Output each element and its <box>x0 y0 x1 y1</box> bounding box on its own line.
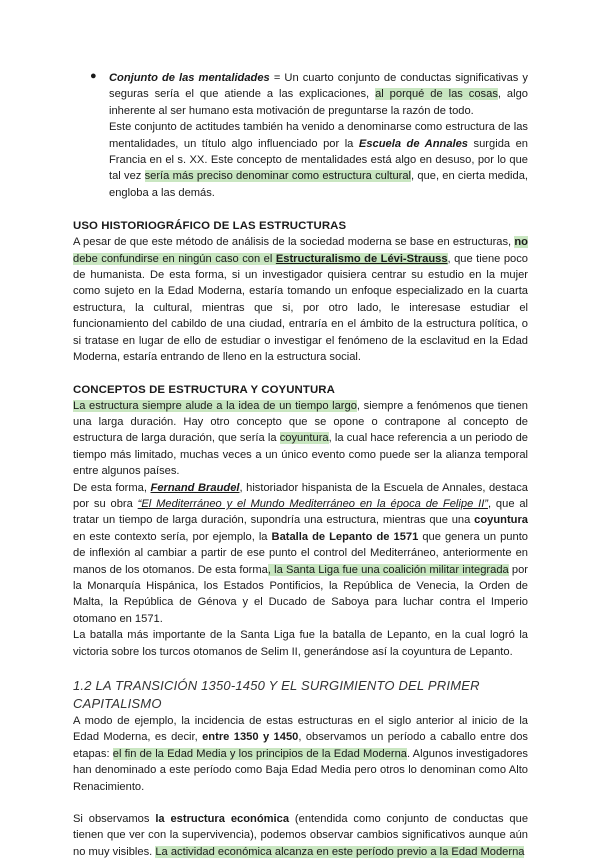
section-heading-conceptos: CONCEPTOS DE ESTRUCTURA Y COYUNTURA <box>73 383 335 396</box>
text-span: (entendida como conjunto de conductas que tienen que ver con la supervivencia), podemos observar cambios significativos aunque aún no muy visibles. <box>73 813 529 858</box>
coyuntura-bold: coyuntura <box>474 514 528 527</box>
paragraph-transicion-2 <box>73 811 528 860</box>
text-span: . Algunos investigadores han denominado a este período como Baja Edad Media pero otros lo denominan como Alto Renacimiento. <box>73 747 528 793</box>
text-span: , que tiene poco de humanista. De esta forma, si un investigador quisiera centrar su estudio en la mujer como sujeto en la Edad Moderna, estaría tomando un enfoque especializado en la cuarta estructura, la cultural, mientras que si, por otro lado, le interesase estudiar el funcionamiento del cabildo de una ciudad, entraría en el ámbito de la estructura política, o si tratase en lugar de ello de estudiar o investigar el fenómeno de la esclavitud en la Edad Moderna, estaría entrando de lleno en la estructura social. <box>73 252 528 364</box>
text-span: De esta forma, <box>73 481 151 494</box>
highlight-porque: al porqué de las cosas <box>375 88 498 101</box>
section-heading-uso: USO HISTORIOGRÁFICO DE LAS ESTRUCTURAS <box>73 220 347 233</box>
text-span: = Un cuarto conjunto de conductas significativas y seguras sería el que atiende a las explicaciones, <box>109 72 529 101</box>
dates-bold: entre 1350 y 1450 <box>202 731 299 744</box>
term-mentalidades: Conjunto de las mentalidades <box>109 72 270 84</box>
text-span: A modo de ejemplo, la incidencia de estas estructuras en el siglo anterior al inicio de la Edad Moderna, es decir, <box>73 715 528 744</box>
highlight-no: no <box>514 236 528 249</box>
paragraph-conceptos-3: La batalla más importante de la Santa Liga fue la batalla de Lepanto, en la cual logró la victoria sobre los turcos otomanos de Selim II, generándose así la coyuntura de Lepanto. <box>73 629 528 658</box>
braudel-work: “El Mediterráneo y el Mundo Mediterráneo en la época de Felipe II” <box>137 497 488 510</box>
paragraph-uso <box>73 234 528 365</box>
bullet-paragraph <box>109 70 528 119</box>
bullet-dot-icon: ● <box>90 70 97 82</box>
paragraph-conceptos-2 <box>73 480 528 628</box>
text-span: , la cual hace referencia a un periodo de tiempo más limitado, muchas veces a un único evento como puede ser la alianza temporal entre algunos países. <box>73 432 528 478</box>
highlight-coyuntura: coyuntura <box>279 432 329 445</box>
text-span: , siempre a fenómenos que tienen una larga duración. Hay otro concepto que se opone o contrapone al concepto de estructura de larga duración, que sería la <box>73 399 528 445</box>
bullet-item-mentalidades <box>73 70 528 201</box>
text-span: Este conjunto de actitudes también ha venido a denominarse como estructura de las mentalidades, un título algo influenciado por la <box>109 121 528 150</box>
highlight-confundirse: debe confundirse en ningún caso con el <box>73 252 276 265</box>
text-span: , que, en cierta medida, engloba a las demás. <box>109 170 529 199</box>
bullet-paragraph-2 <box>109 119 528 201</box>
text-span: surgida en Francia en el s. XX. Este concepto de mentalidades está algo en desuso, por lo que tal vez <box>109 137 529 183</box>
highlight-fin-edad-media: el fin de la Edad Media y los principios de la Edad Moderna <box>112 747 407 760</box>
text-span: , algo inherente al ser humano esta motivación de preguntarse la razón de todo. <box>109 88 528 117</box>
estructuralismo-name: Estructuralismo de Lévi-Strauss <box>275 252 448 265</box>
text-span: , observamos un período a caballo entre dos etapas: <box>73 731 528 760</box>
paragraph-transicion-1 <box>73 713 528 795</box>
section-heading-transicion: 1.2 LA TRANSICIÓN 1350-1450 Y EL SURGIMIENTO DEL PRIMER CAPITALISMO <box>73 678 480 711</box>
braudel-name: Fernand Braudel <box>150 481 240 494</box>
text-span: A pesar de que este método de análisis de la sociedad moderna se base en estructuras, <box>73 236 515 249</box>
text-span: en este contexto sería, por ejemplo, la <box>73 530 272 543</box>
text-span: Si observamos <box>73 813 156 826</box>
batalla-lepanto: Batalla de Lepanto de 1571 <box>271 530 419 543</box>
text-span: que genera un punto de inflexión al cambiar a partir de ese punto el control del Mediterráneo, anteriormente en manos de los otomanos. De esta forma <box>73 530 528 576</box>
paragraph-conceptos-1 <box>73 398 528 480</box>
highlight-estructura-cultural: sería más preciso denominar como estructura cultural <box>144 170 412 183</box>
text-span: , historiador hispanista de la Escuela de Annales, destaca por su obra <box>73 481 528 510</box>
document-page <box>73 70 528 860</box>
escuela-annales: Escuela de Annales <box>358 137 469 150</box>
highlight-tiempo-largo: La estructura siempre alude a la idea de un tiempo largo <box>73 399 357 412</box>
highlight-actividad-economica: La actividad económica alcanza en este período previo a la Edad Moderna <box>155 845 525 858</box>
highlight-santa-liga: , la Santa Liga fue una coalición militar integrada <box>267 563 509 576</box>
text-span: , que al tratar un tiempo de larga duración, supondría una estructura, mientras que una <box>73 497 529 527</box>
text-span: por la Monarquía Hispánica, los Estados Pontificios, la República de Venecia, la Orden de Malta, la República de Génova y el Ducado de Saboya para luchar contra el Imperio otomano en 1571. <box>73 563 528 625</box>
estructura-economica: la estructura económica <box>155 813 290 826</box>
